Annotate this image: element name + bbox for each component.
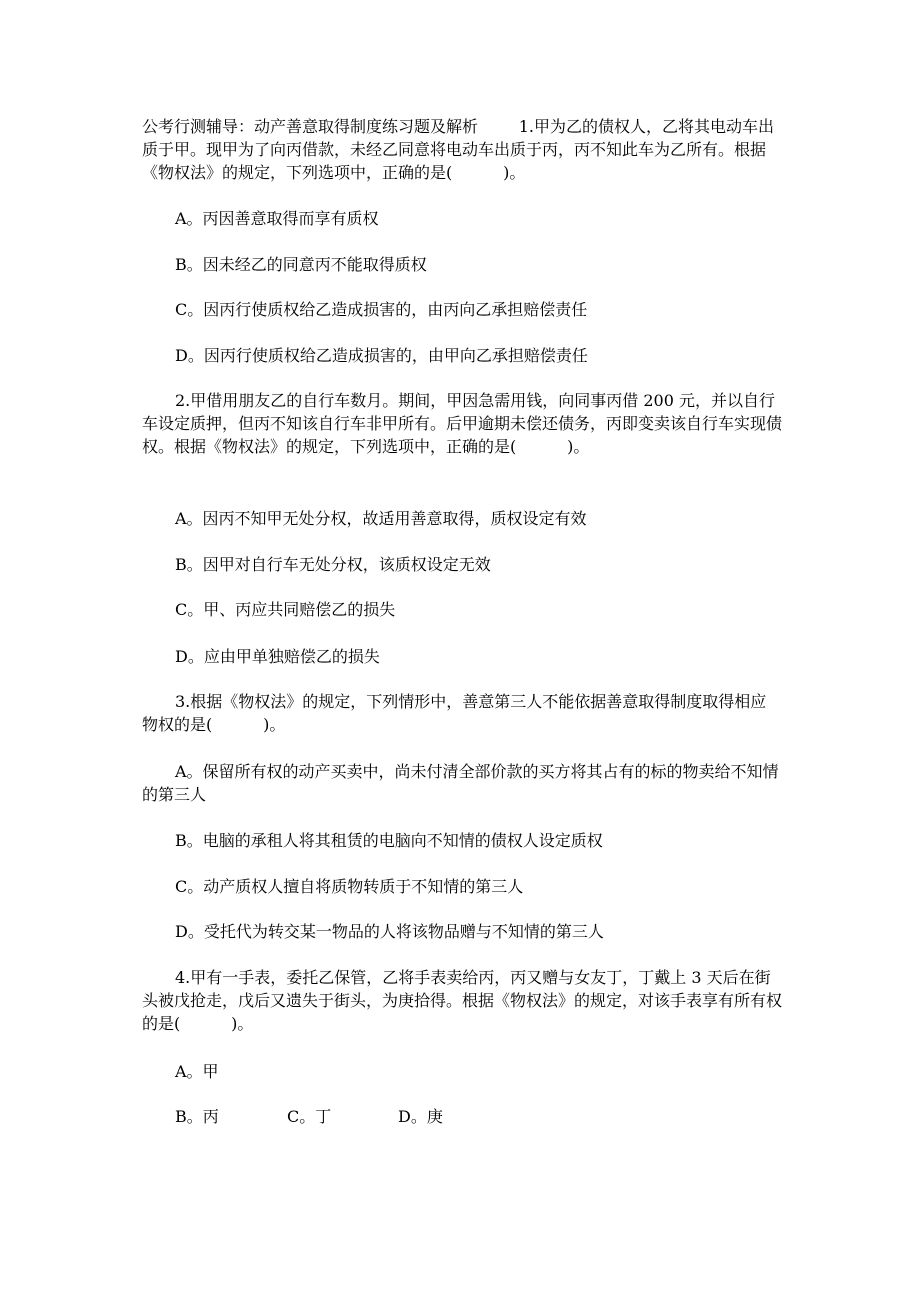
question-3-stem: 3.根据《物权法》的规定，下列情形中，善意第三人不能依据善意取得制度取得相应物权的是( )。 <box>142 692 767 734</box>
question-2-option-b: B。因甲对自行车无处分权，该质权设定无效 <box>175 555 491 574</box>
question-4-option-b: B。丙 <box>175 1107 219 1126</box>
question-3-option-c: C。动产质权人擅自将质物转质于不知情的第三人 <box>175 877 524 896</box>
question-1-option-d: D。因丙行使质权给乙造成损害的，由甲向乙承担赔偿责任 <box>175 346 588 365</box>
question-2-option-a: A。因丙不知甲无处分权，故适用善意取得，质权设定有效 <box>175 509 587 528</box>
question-2-option-c: C。甲、丙应共同赔偿乙的损失 <box>175 600 396 619</box>
question-1-option-b: B。因未经乙的同意丙不能取得质权 <box>175 255 427 274</box>
question-3-option-d: D。受托代为转交某一物品的人将该物品赠与不知情的第三人 <box>175 922 604 941</box>
question-3-option-a: A。保留所有权的动产买卖中，尚未付清全部价款的买方将其占有的标的物卖给不知情的第三人 <box>142 762 779 804</box>
question-2-stem: 2.甲借用朋友乙的自行车数月。期间，甲因急需用钱，向同事丙借 200 元，并以自行车设定质押，但丙不知该自行车非甲所有。后甲逾期未偿还债务，丙即变卖该自行车实现债权。根据《物权法》的规定，下列选项中，正确的是( )。 <box>142 391 783 456</box>
question-1-option-a: A。丙因善意取得而享有质权 <box>175 209 379 228</box>
question-4-stem: 4.甲有一手表，委托乙保管，乙将手表卖给丙，丙又赠与女友丁，丁戴上 3 天后在街头被戊抢走，戊后又遗失于街头，为庚拾得。根据《物权法》的规定，对该手表享有所有权的是( )。 <box>142 968 783 1033</box>
question-3-option-b: B。电脑的承租人将其租赁的电脑向不知情的债权人设定质权 <box>175 831 603 850</box>
question-4-option-c: C。丁 <box>287 1107 332 1126</box>
question-4-option-a: A。甲 <box>175 1062 219 1081</box>
question-1-stem: 1.甲为乙的债权人，乙将其电动车出质于甲。现甲为了向丙借款，未经乙同意将电动车出质于丙，丙不知此车为乙所有。根据《物权法》的规定，下列选项中，正确的是( )。 <box>142 117 774 182</box>
question-4-option-d: D。庚 <box>398 1107 443 1126</box>
document-intro: 公考行测辅导：动产善意取得制度练习题及解析 <box>142 117 479 136</box>
question-2-option-d: D。应由甲单独赔偿乙的损失 <box>175 647 380 666</box>
question-1-block <box>142 115 782 184</box>
question-1-option-c: C。因丙行使质权给乙造成损害的，由丙向乙承担赔偿责任 <box>175 300 588 319</box>
